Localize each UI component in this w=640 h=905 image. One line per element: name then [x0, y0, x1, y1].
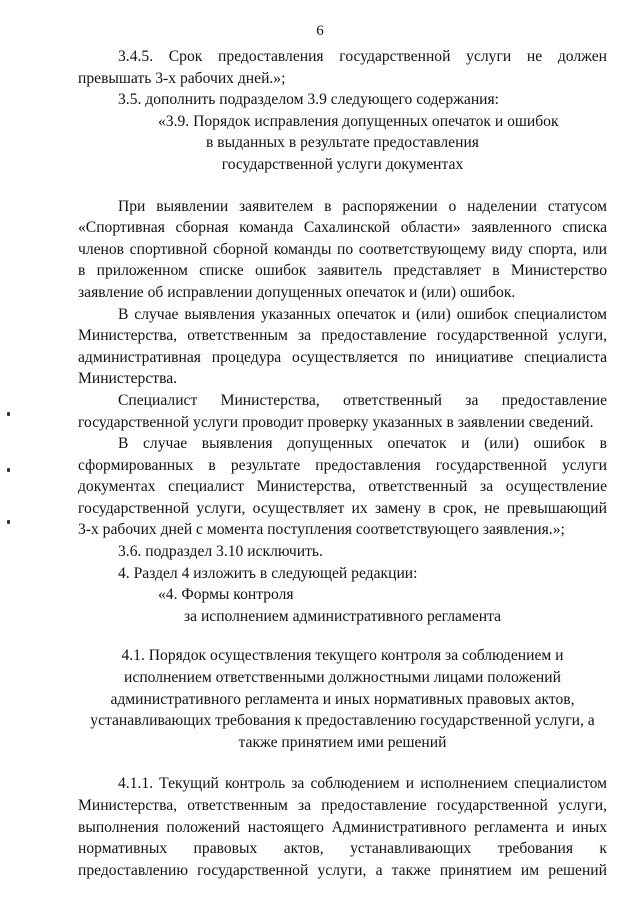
scan-mark — [7, 468, 10, 472]
text-line: Министерства. — [78, 370, 178, 388]
text-line: «3.9. Порядок исправления допущенных опечаток и ошибок — [158, 112, 559, 130]
text-line: государственной услуги проводит проверку указанных в заявлении сведений. — [78, 413, 594, 431]
text-line: «4. Формы контроля — [158, 586, 294, 604]
text-line: 3-х рабочих дней с момента поступления соответствующего заявления.»; — [78, 521, 565, 539]
text-line: государственной услуги документах — [221, 155, 464, 173]
text-line: Министерства, ответственным за предоставление государственной услуги, — [78, 327, 607, 345]
text-line: 3.6. подраздел 3.10 исключить. — [118, 543, 323, 561]
text-line: В случае выявления допущенных опечаток и (или) ошибок в — [118, 435, 607, 453]
text-line: документах специалист Министерства, ответственный за осуществление — [78, 478, 607, 496]
text-line: сформированных в результате предоставления государственной услуги — [78, 456, 607, 474]
paragraph-spacer — [78, 627, 607, 645]
text-line: выполнения положений настоящего Административного регламента и иных — [78, 818, 607, 836]
text-line: Министерства, ответственным за предоставление государственной услуги, — [78, 797, 607, 814]
text-line: исполнением ответственными должностными лицами положений — [124, 669, 561, 687]
text-line: В случае выявления указанных опечаток и (или) ошибок специалистом — [118, 305, 607, 323]
text-line: Специалист Министерства, ответственный за предоставление — [118, 391, 607, 409]
text-line: 3.4.5. Срок предоставления государственной услуги не должен — [118, 48, 607, 65]
text-line: При выявлении заявителем в распоряжении о наделении статусом — [118, 197, 607, 215]
text-line: административного регламента и иных нормативных правовых актов, — [110, 690, 575, 708]
text-line: 3.5. дополнить подразделом 3.9 следующего содержания: — [118, 91, 500, 109]
text-line: 4.1.1. Текущий контроль за соблюдением и исполнением специалистом — [118, 775, 607, 793]
text-line: 4.1. Порядок осуществления текущего контроля за соблюдением и — [121, 647, 564, 665]
text-line: государственной услуги, осуществляет их замену в срок, не превышающий — [78, 499, 607, 517]
text-line: предоставлению государственной услуги, а также принятием им решений — [78, 861, 607, 879]
paragraph-spacer — [78, 176, 607, 196]
paragraph-spacer — [78, 753, 607, 773]
scan-mark — [7, 520, 10, 524]
text-line: за исполнением административного регламента — [183, 607, 502, 625]
text-line: заявление об исправлении допущенных опечаток и (или) ошибок. — [78, 283, 516, 301]
text-line: в выданных в результате предоставления — [206, 134, 479, 152]
text-line: превышать 3-х рабочих дней.»; — [78, 69, 286, 87]
text-line: 4. Раздел 4 изложить в следующей редакции: — [118, 564, 418, 582]
text-line: административная процедура осуществляется по инициативе специалиста — [78, 348, 607, 366]
text-line: членов спортивной сборной команды по соответствующему виду спорта, или — [78, 240, 607, 258]
page-number: 6 — [316, 23, 324, 39]
text-line: «Спортивная сборная команда Сахалинской области» заявленного списка — [78, 219, 607, 237]
text-line: в приложенном списке ошибок заявитель представляет в Министерство — [78, 262, 607, 280]
text-line: также принятием ими решений — [238, 733, 447, 751]
document-body — [78, 46, 607, 881]
scan-mark — [7, 412, 10, 416]
text-line: устанавливающих требования к предоставлению государственной услуги, а — [90, 712, 595, 730]
text-line: нормативных правовых актов, устанавливающих требования к — [78, 840, 607, 858]
